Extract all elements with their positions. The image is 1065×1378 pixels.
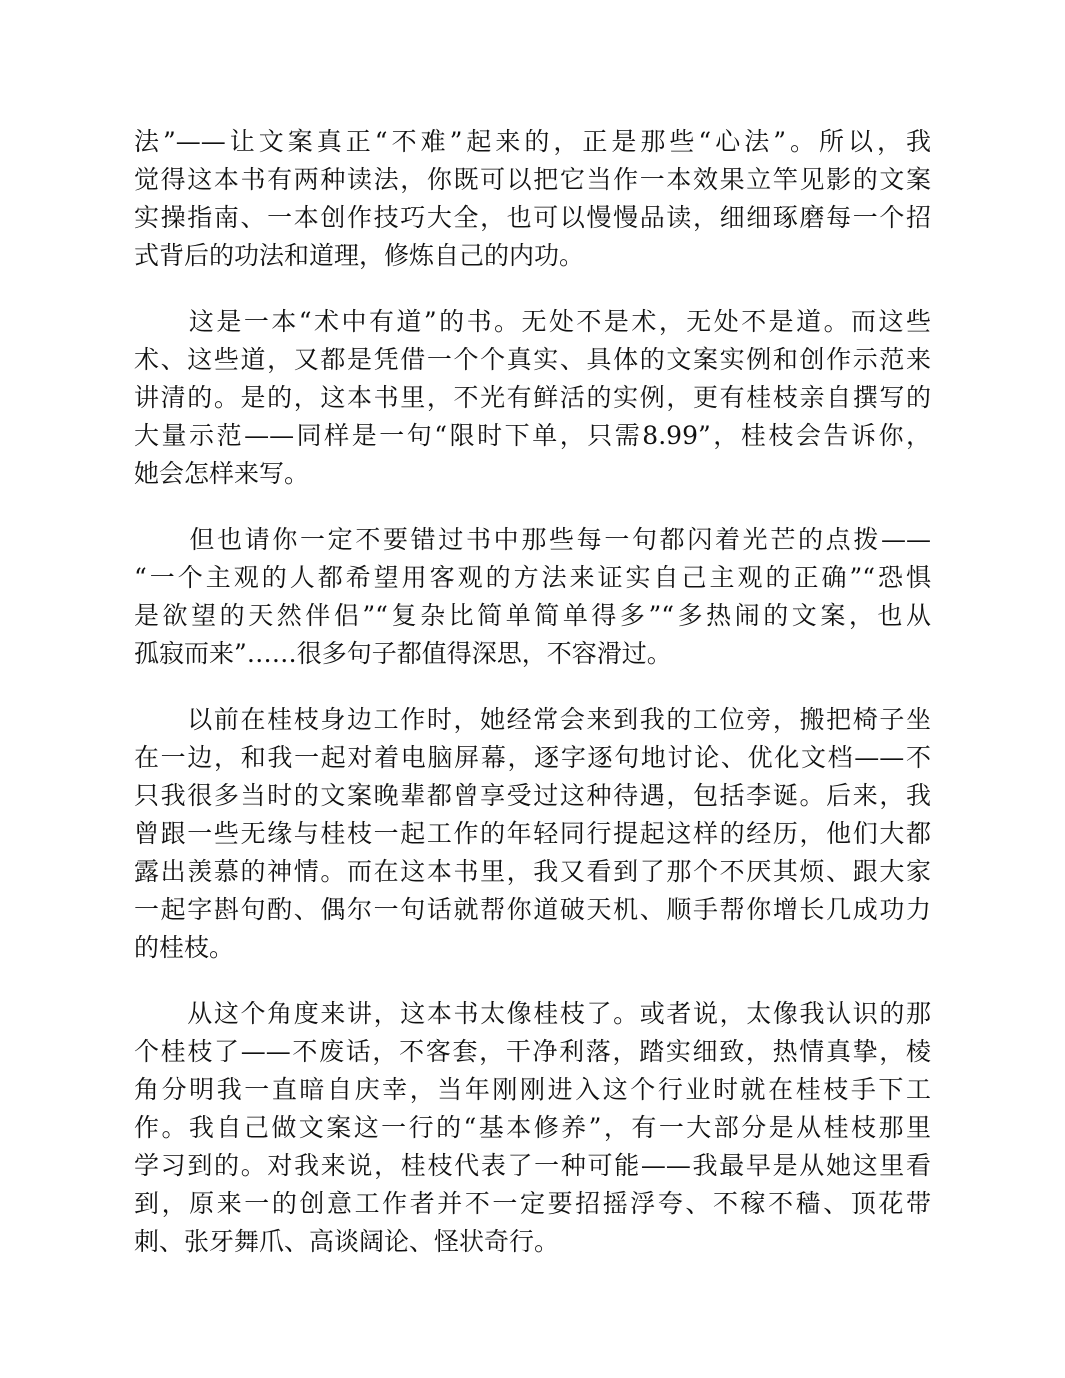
text-line: 大量示范——同样是一句“限时下单，只需8.99”，桂枝会告诉你， xyxy=(134,421,931,450)
text-line: 实操指南、一本创作技巧大全，也可以慢慢品读，细细琢磨每一个招 xyxy=(134,203,931,232)
text-line: 法”——让文案真正“不难”起来的，正是那些“心法”。所以，我 xyxy=(134,127,931,156)
paragraph-5 xyxy=(134,995,931,1261)
text-line: 从这个角度来讲，这本书太像桂枝了。或者说，太像我认识的那 xyxy=(134,999,931,1028)
text-line: 她会怎样来写。 xyxy=(134,459,310,488)
text-line: 刺、张牙舞爪、高谈阔论、怪状奇行。 xyxy=(134,1227,560,1256)
text-line: 是欲望的天然伴侣”“复杂比简单简单得多”“多热闹的文案，也从 xyxy=(134,601,931,630)
text-line: 在一边，和我一起对着电脑屏幕，逐字逐句地讨论、优化文档——不 xyxy=(134,743,931,772)
text-line: 觉得这本书有两种读法，你既可以把它当作一本效果立竿见影的文案 xyxy=(134,165,931,194)
text-line: 作。我自己做文案这一行的“基本修养”，有一大部分是从桂枝那里 xyxy=(134,1113,931,1142)
paragraph-2 xyxy=(134,303,931,493)
document-page xyxy=(134,123,931,1289)
paragraph-3 xyxy=(134,521,931,673)
text-line: 的桂枝。 xyxy=(134,933,235,962)
text-line: 露出羡慕的神情。而在这本书里，我又看到了那个不厌其烦、跟大家 xyxy=(134,857,931,886)
text-line: 个桂枝了——不废话，不客套，干净利落，踏实细致，热情真挚，棱 xyxy=(134,1037,931,1066)
text-line: 一起字斟句酌、偶尔一句话就帮你道破天机、顺手帮你增长几成功力 xyxy=(134,895,931,924)
text-line: “一个主观的人都希望用客观的方法来证实自己主观的正确”“恐惧 xyxy=(134,563,931,592)
text-line: 式背后的功法和道理，修炼自己的内功。 xyxy=(134,241,585,270)
text-line: 孤寂而来”……很多句子都值得深思，不容滑过。 xyxy=(134,639,672,668)
text-line: 术、这些道，又都是凭借一个个真实、具体的文案实例和创作示范来 xyxy=(134,345,931,374)
text-line: 到，原来一的创意工作者并不一定要招摇浮夸、不稼不穑、顶花带 xyxy=(134,1189,931,1218)
text-line: 但也请你一定不要错过书中那些每一句都闪着光芒的点拨—— xyxy=(134,525,931,554)
paragraph-4 xyxy=(134,701,931,967)
paragraph-1 xyxy=(134,123,931,275)
text-line: 学习到的。对我来说，桂枝代表了一种可能——我最早是从她这里看 xyxy=(134,1151,931,1180)
text-line: 只我很多当时的文案晚辈都曾享受过这种待遇，包括李诞。后来，我 xyxy=(134,781,931,810)
text-line: 以前在桂枝身边工作时，她经常会来到我的工位旁，搬把椅子坐 xyxy=(134,705,931,734)
text-line: 角分明我一直暗自庆幸，当年刚刚进入这个行业时就在桂枝手下工 xyxy=(134,1075,931,1104)
text-line: 曾跟一些无缘与桂枝一起工作的年轻同行提起这样的经历，他们大都 xyxy=(134,819,931,848)
text-line: 这是一本“术中有道”的书。无处不是术，无处不是道。而这些 xyxy=(134,307,931,336)
text-line: 讲清的。是的，这本书里，不光有鲜活的实例，更有桂枝亲自撰写的 xyxy=(134,383,931,412)
